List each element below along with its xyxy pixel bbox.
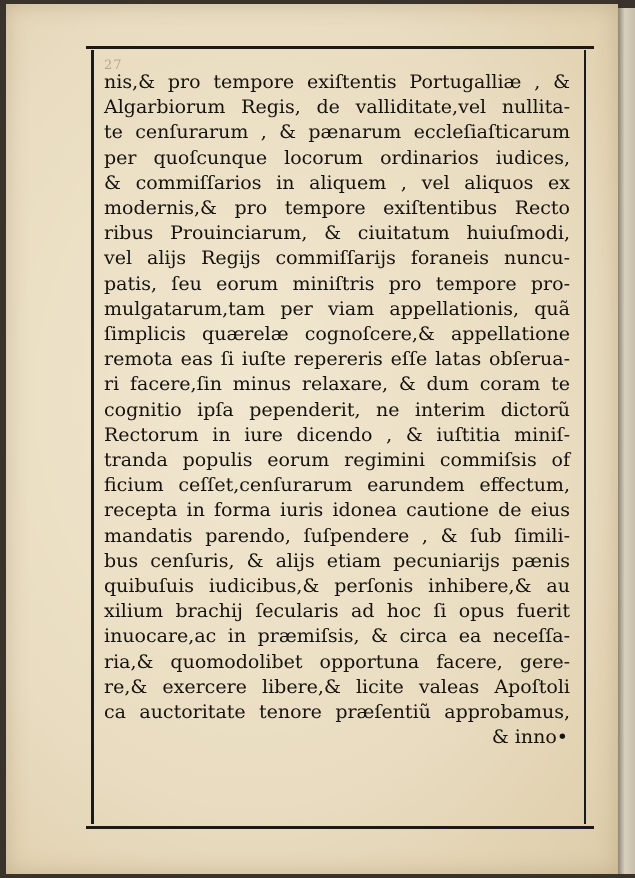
text-line: & commiſſarios in aliquem , vel aliquos ex — [104, 171, 570, 194]
text-line: patis, ſeu eorum miniſtris pro tempore pro- — [104, 272, 570, 295]
frame-rule-right — [584, 50, 586, 824]
text-line: xilium brachij ſecularis ad hoc ſi opus fuerit — [104, 600, 570, 623]
text-line: vel alijs Regijs commiſſarijs foraneis nuncu- — [104, 247, 570, 270]
text-line: ri facere,ſin minus relaxare, & dum coram te — [104, 373, 570, 396]
text-line: tranda populis eorum regimini commiſsis of — [104, 449, 570, 472]
text-line: nis,& pro tempore exiſtentis Portugalliæ , & — [104, 71, 570, 93]
text-line: bus cenſuris, & alijs etiam pecuniarijs pænis — [104, 549, 570, 572]
text-line: te cenſurarum , & pænarum eccleſiaſticarum — [104, 121, 570, 144]
text-line: Rectorum in iure dicendo , & iuſtitia miniſ- — [104, 423, 570, 446]
frame-rule-bottom — [86, 826, 594, 829]
frame-rule-top — [86, 46, 594, 49]
text-line: per quoſcunque locorum ordinarios iudices, — [104, 146, 570, 169]
text-line: cognitio ipſa pependerit, ne interim dictorũ — [104, 398, 570, 421]
text-line: recepta in forma iuris idonea cautione de eius — [104, 499, 570, 522]
text-line: mulgatarum,tam per viam appellationis, quã — [104, 297, 570, 320]
text-line: quibuſuis iudicibus,& perſonis inhibere,& au — [104, 575, 570, 598]
text-line: remota eas ſi iuſte repereris eſſe latas obſerua- — [104, 348, 570, 371]
text-line: ribus Prouinciarum, & ciuitatum huiuſmodi, — [104, 222, 570, 245]
text-line: ria,& quomodolibet opportuna facere, gere- — [104, 650, 570, 673]
next-page-edge — [618, 8, 635, 874]
text-line: mandatis parendo, ſuſpendere , & ſub ſimili- — [104, 524, 570, 547]
frame-rule-left — [91, 50, 94, 824]
text-line: Algarbiorum Regis, de valliditate,vel nullita- — [104, 96, 570, 119]
text-line: ficium ceſſet,cenſurarum earundem effectum, — [104, 474, 570, 497]
text-line: modernis,& pro tempore exiſtentibus Recto — [104, 197, 570, 220]
folio-number: 27 — [104, 58, 123, 73]
text-line: ſimplicis quærelæ cognoſcere,& appellatione — [104, 323, 570, 346]
text-line: re,& exercere libere,& licite valeas Apoſtoli — [104, 675, 570, 698]
catchword: & inno• — [491, 726, 568, 749]
text-line: inuocare,ac in præmiſsis, & circa ea neceſſa- — [104, 625, 570, 648]
body-text — [104, 70, 570, 750]
text-line: ca auctoritate tenore præſentiũ approbamus, — [104, 701, 570, 724]
